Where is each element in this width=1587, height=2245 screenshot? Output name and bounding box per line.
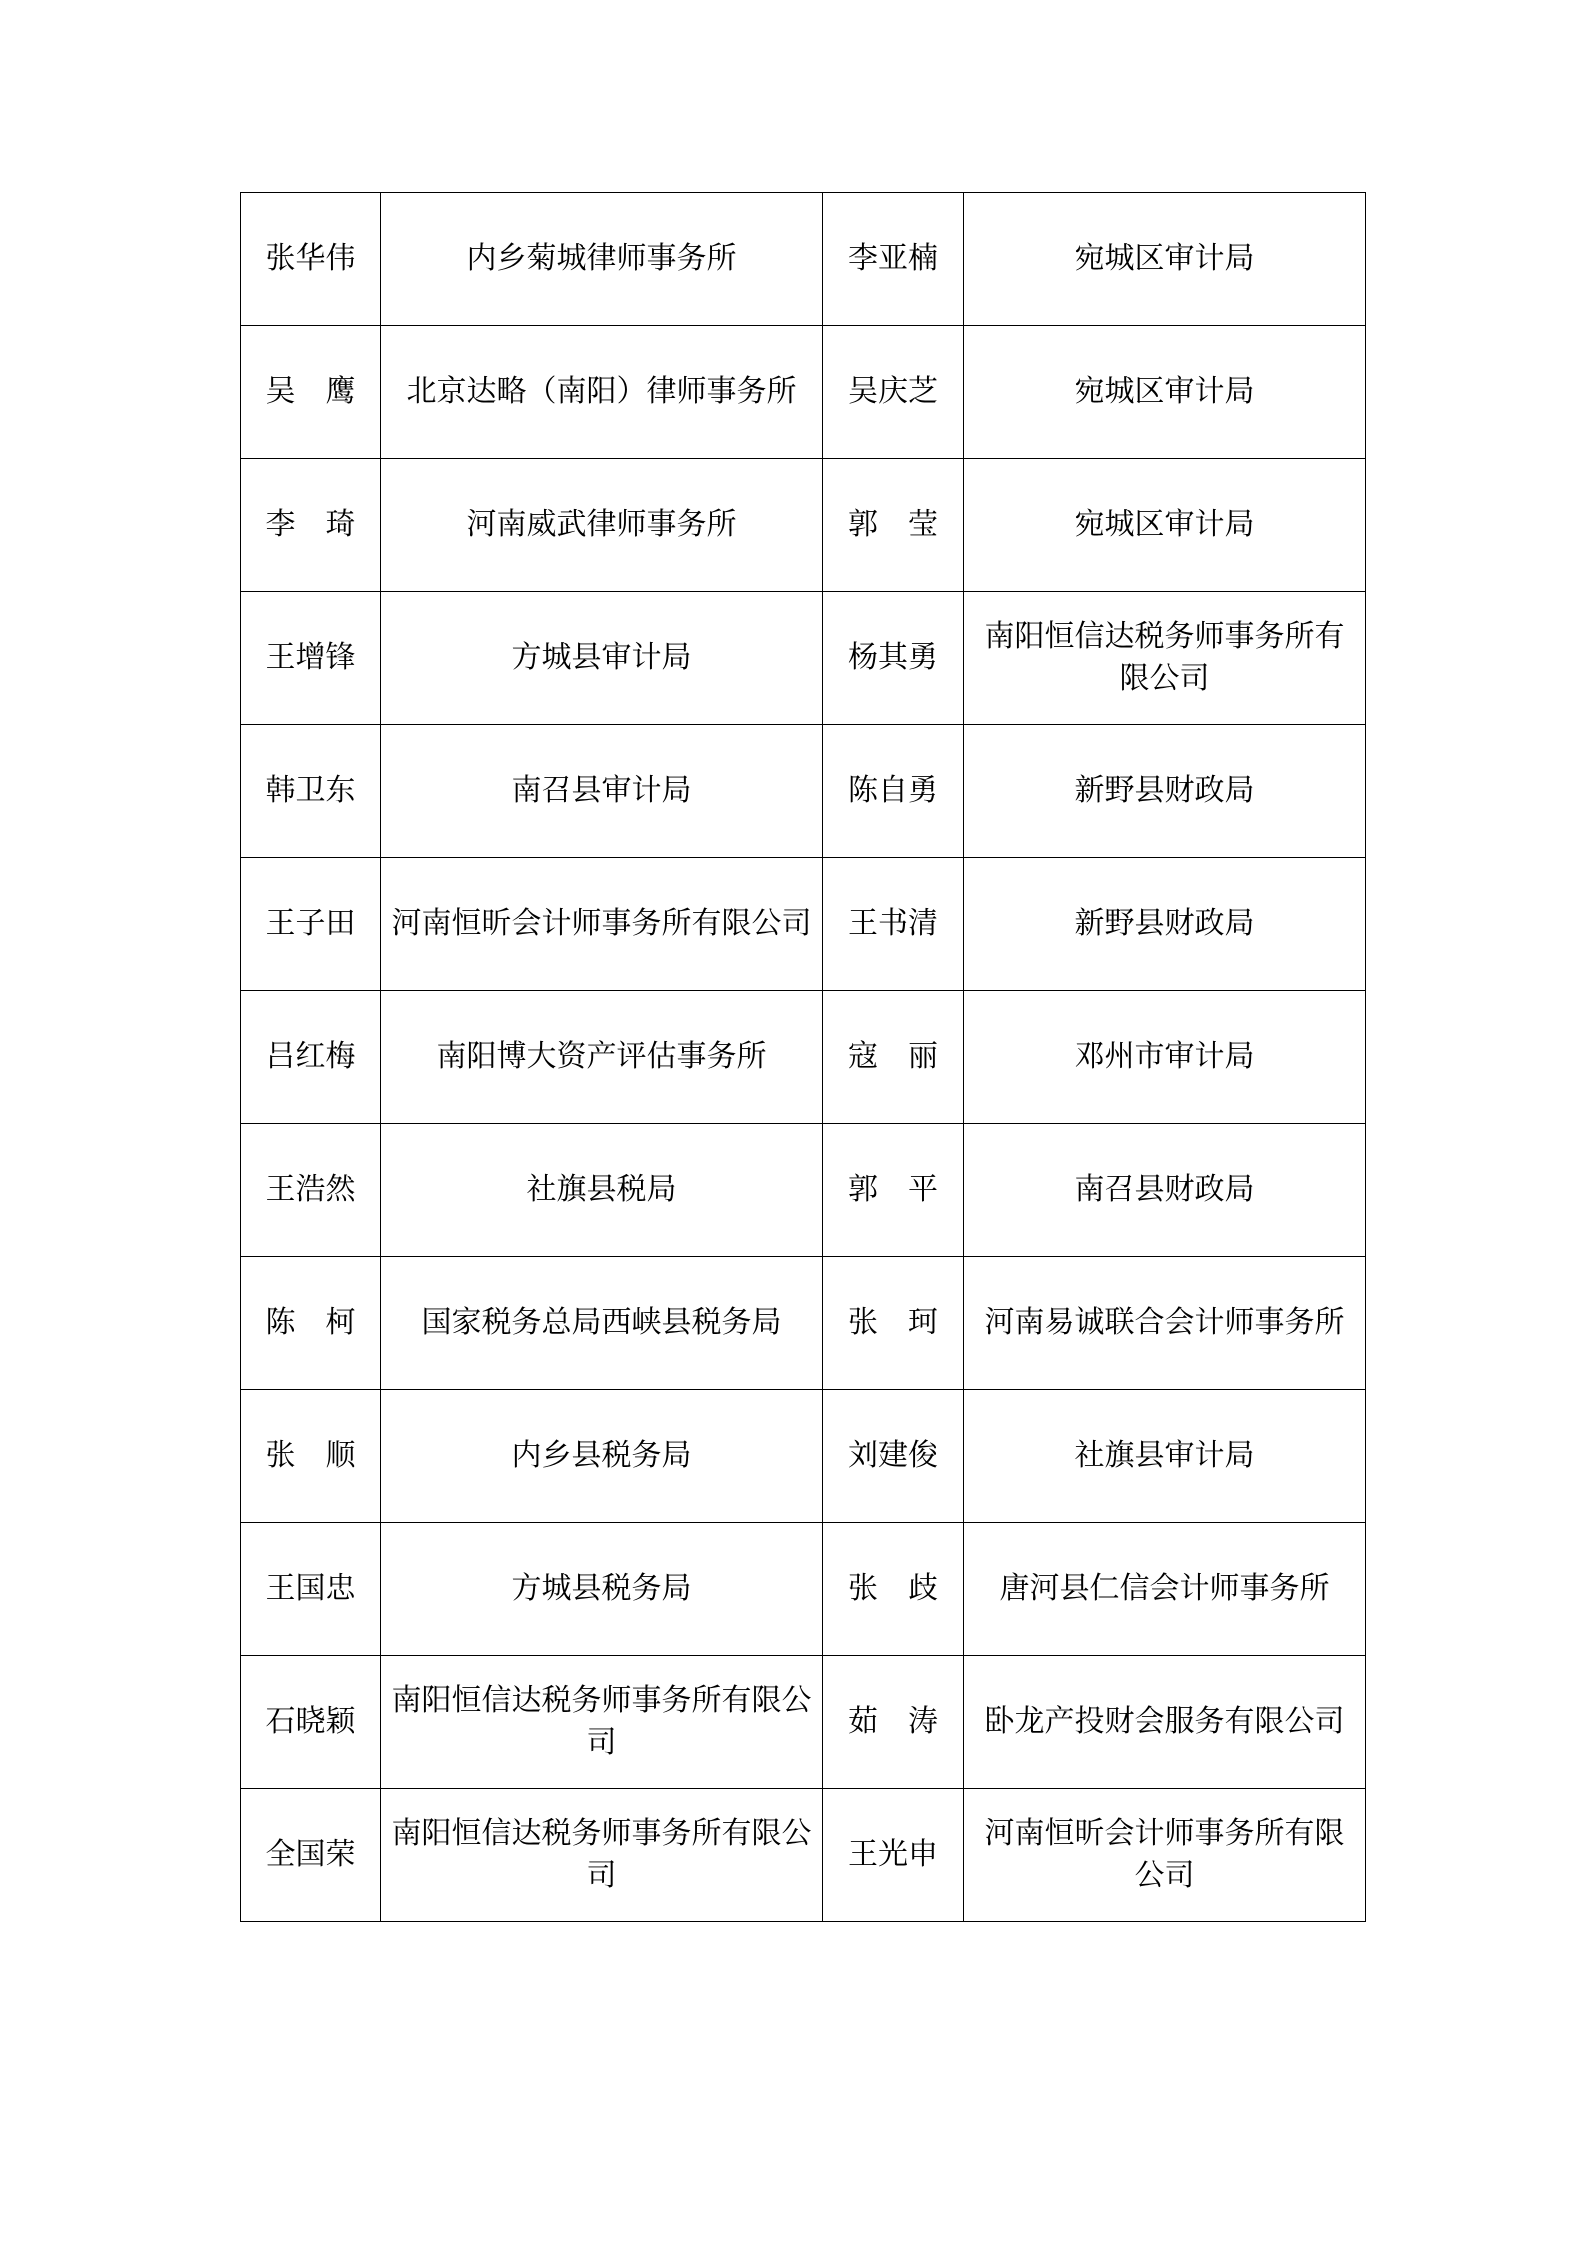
left-org-cell: 南阳恒信达税务师事务所有限公司 [381, 1789, 823, 1922]
right-org-cell: 宛城区审计局 [964, 193, 1366, 326]
right-name-cell: 茹 涛 [823, 1656, 964, 1789]
right-org-cell: 社旗县审计局 [964, 1390, 1366, 1523]
right-org-cell: 南召县财政局 [964, 1124, 1366, 1257]
table-row [241, 193, 1366, 326]
left-name-cell: 石晓颖 [241, 1656, 381, 1789]
left-org-cell: 南阳博大资产评估事务所 [381, 991, 823, 1124]
left-org-cell: 河南恒昕会计师事务所有限公司 [381, 858, 823, 991]
table-row [241, 725, 1366, 858]
left-name-cell: 张 顺 [241, 1390, 381, 1523]
left-org-cell: 国家税务总局西峡县税务局 [381, 1257, 823, 1390]
left-org-cell: 社旗县税局 [381, 1124, 823, 1257]
left-name-cell: 张华伟 [241, 193, 381, 326]
table-row [241, 1523, 1366, 1656]
left-org-cell: 南召县审计局 [381, 725, 823, 858]
left-org-cell: 内乡菊城律师事务所 [381, 193, 823, 326]
right-name-cell: 李亚楠 [823, 193, 964, 326]
right-name-cell: 张 珂 [823, 1257, 964, 1390]
right-org-cell: 河南易诚联合会计师事务所 [964, 1257, 1366, 1390]
table-row [241, 326, 1366, 459]
right-name-cell: 杨其勇 [823, 592, 964, 725]
left-org-cell: 南阳恒信达税务师事务所有限公司 [381, 1656, 823, 1789]
left-org-cell: 方城县审计局 [381, 592, 823, 725]
table-row [241, 1656, 1366, 1789]
right-name-cell: 刘建俊 [823, 1390, 964, 1523]
left-name-cell: 吴 鹰 [241, 326, 381, 459]
right-org-cell: 南阳恒信达税务师事务所有限公司 [964, 592, 1366, 725]
left-name-cell: 全国荣 [241, 1789, 381, 1922]
table-body [241, 193, 1366, 1922]
table-row [241, 592, 1366, 725]
left-org-cell: 北京达略（南阳）律师事务所 [381, 326, 823, 459]
table-row [241, 1789, 1366, 1922]
left-name-cell: 王子田 [241, 858, 381, 991]
left-name-cell: 吕红梅 [241, 991, 381, 1124]
personnel-table [240, 192, 1366, 1922]
right-name-cell: 王书清 [823, 858, 964, 991]
right-org-cell: 邓州市审计局 [964, 991, 1366, 1124]
left-name-cell: 韩卫东 [241, 725, 381, 858]
right-org-cell: 宛城区审计局 [964, 459, 1366, 592]
right-org-cell: 新野县财政局 [964, 858, 1366, 991]
left-name-cell: 王浩然 [241, 1124, 381, 1257]
right-org-cell: 宛城区审计局 [964, 326, 1366, 459]
left-org-cell: 河南威武律师事务所 [381, 459, 823, 592]
right-name-cell: 王光申 [823, 1789, 964, 1922]
table-row [241, 858, 1366, 991]
table-row [241, 1124, 1366, 1257]
table-row [241, 1390, 1366, 1523]
right-org-cell: 新野县财政局 [964, 725, 1366, 858]
right-name-cell: 陈自勇 [823, 725, 964, 858]
left-org-cell: 方城县税务局 [381, 1523, 823, 1656]
right-name-cell: 张 歧 [823, 1523, 964, 1656]
right-name-cell: 郭 莹 [823, 459, 964, 592]
left-name-cell: 李 琦 [241, 459, 381, 592]
right-org-cell: 河南恒昕会计师事务所有限公司 [964, 1789, 1366, 1922]
right-name-cell: 吴庆芝 [823, 326, 964, 459]
table-row [241, 1257, 1366, 1390]
left-name-cell: 陈 柯 [241, 1257, 381, 1390]
right-org-cell: 卧龙产投财会服务有限公司 [964, 1656, 1366, 1789]
left-org-cell: 内乡县税务局 [381, 1390, 823, 1523]
table-row [241, 459, 1366, 592]
left-name-cell: 王国忠 [241, 1523, 381, 1656]
table-row [241, 991, 1366, 1124]
left-name-cell: 王增锋 [241, 592, 381, 725]
right-org-cell: 唐河县仁信会计师事务所 [964, 1523, 1366, 1656]
right-name-cell: 郭 平 [823, 1124, 964, 1257]
right-name-cell: 寇 丽 [823, 991, 964, 1124]
